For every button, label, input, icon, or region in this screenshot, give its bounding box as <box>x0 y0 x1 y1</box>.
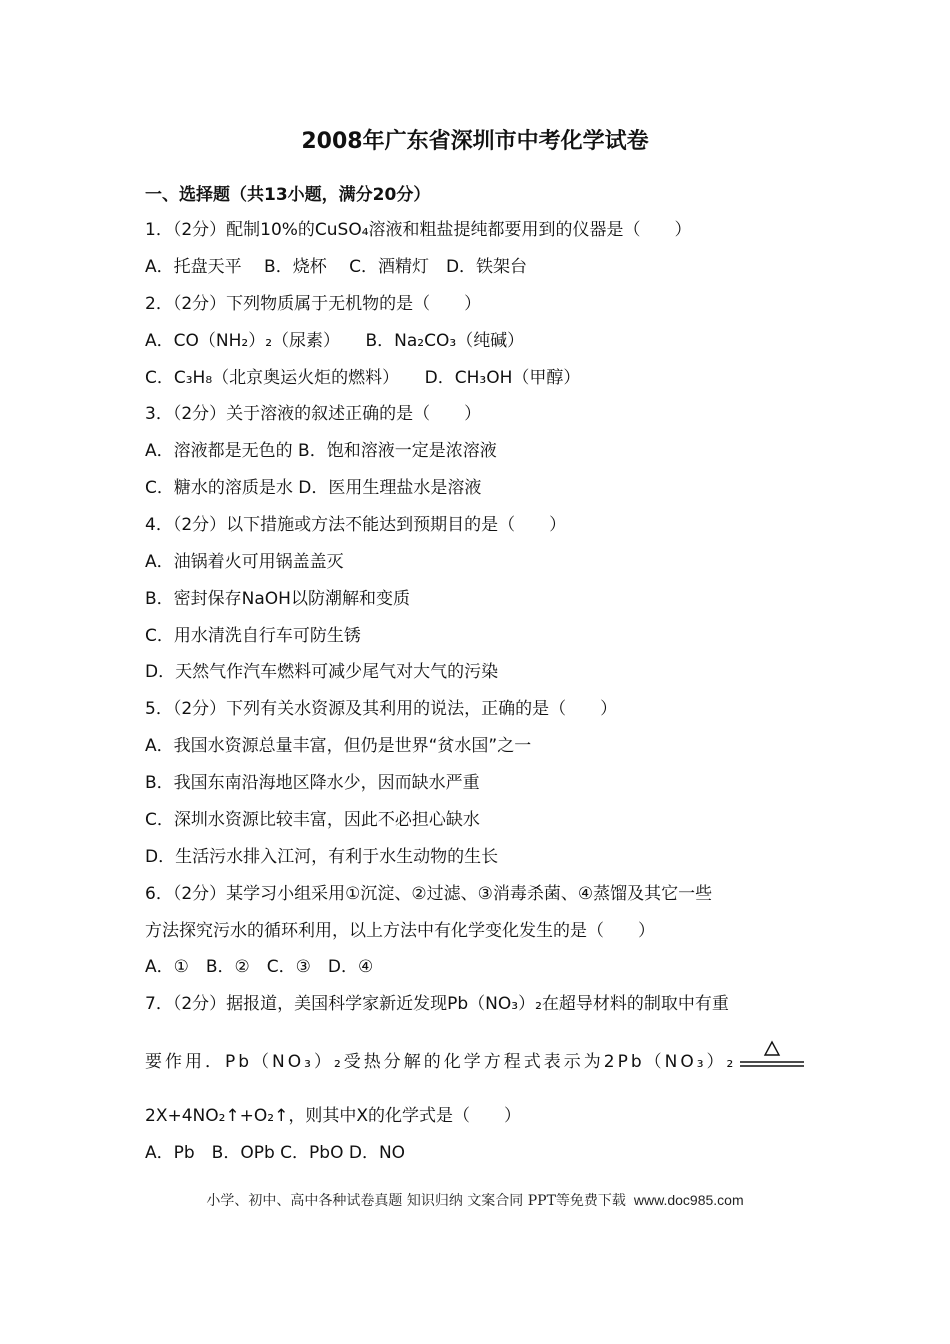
section-heading: 一、选择题（共13小题，满分20分） <box>145 185 431 205</box>
q5-option-d: D．生活污水排入江河，有利于水生动物的生长 <box>145 847 499 867</box>
q6-options: A．① B．② C．③ D．④ <box>145 957 374 977</box>
page-footer <box>0 1190 950 1210</box>
q2-options-cd: C．C₃H₈（北京奥运火炬的燃料） D．CH₃OH（甲醇） <box>145 368 581 388</box>
question-7-line1: 7．（2分）据报道，美国科学家新近发现Pb（NO₃）₂在超导材料的制取中有重 <box>145 994 729 1014</box>
question-7-line2: 要作用．Pb（NO₃）₂受热分解的化学方程式表示为2Pb（NO₃）₂ <box>145 1052 737 1072</box>
q4-option-b: B．密封保存NaOH以防潮解和变质 <box>145 589 410 609</box>
footer-url[interactable]: www.doc985.com <box>633 1192 744 1208</box>
question-4: 4．（2分）以下措施或方法不能达到预期目的是（ ） <box>145 515 567 535</box>
footer-text: 小学、初中、高中各种试卷真题 知识归纳 文案合同 PPT等免费下载 <box>206 1193 626 1209</box>
q2-options-ab: A．CO（NH₂）₂（尿素） B．Na₂CO₃（纯碱） <box>145 331 525 351</box>
question-1: 1．（2分）配制10%的CuSO₄溶液和粗盐提纯都要用到的仪器是（ ） <box>145 220 692 240</box>
question-6-line2: 方法探究污水的循环利用，以上方法中有化学变化发生的是（ ） <box>145 921 655 941</box>
q4-option-a: A．油锅着火可用锅盖盖灭 <box>145 552 344 572</box>
q7-options: A．Pb B．OPb C．PbO D．NO <box>145 1143 406 1163</box>
question-2: 2．（2分）下列物质属于无机物的是（ ） <box>145 294 482 314</box>
q5-option-c: C．深圳水资源比较丰富，因此不必担心缺水 <box>145 810 480 830</box>
q3-options-ab: A．溶液都是无色的 B．饱和溶液一定是浓溶液 <box>145 441 497 461</box>
heat-condition-icon <box>738 1040 806 1070</box>
page-title: 2008年广东省深圳市中考化学试卷 <box>301 129 649 154</box>
q4-option-d: D．天然气作汽车燃料可减少尾气对大气的污染 <box>145 662 499 682</box>
question-3: 3．（2分）关于溶液的叙述正确的是（ ） <box>145 404 482 424</box>
q5-option-b: B．我国东南沿海地区降水少，因而缺水严重 <box>145 773 480 793</box>
question-7-line3: 2X+4NO₂↑+O₂↑，则其中X的化学式是（ ） <box>145 1106 522 1126</box>
q3-options-cd: C．糖水的溶质是水 D．医用生理盐水是溶液 <box>145 478 482 498</box>
q1-options: A．托盘天平 B．烧杯 C．酒精灯 D．铁架台 <box>145 257 528 277</box>
question-6-line1: 6．（2分）某学习小组采用①沉淀、②过滤、③消毒杀菌、④蒸馏及其它一些 <box>145 884 713 904</box>
q4-option-c: C．用水清洗自行车可防生锈 <box>145 626 361 646</box>
q5-option-a: A．我国水资源总量丰富，但仍是世界“贫水国”之一 <box>145 736 532 756</box>
question-5: 5．（2分）下列有关水资源及其利用的说法，正确的是（ ） <box>145 699 618 719</box>
